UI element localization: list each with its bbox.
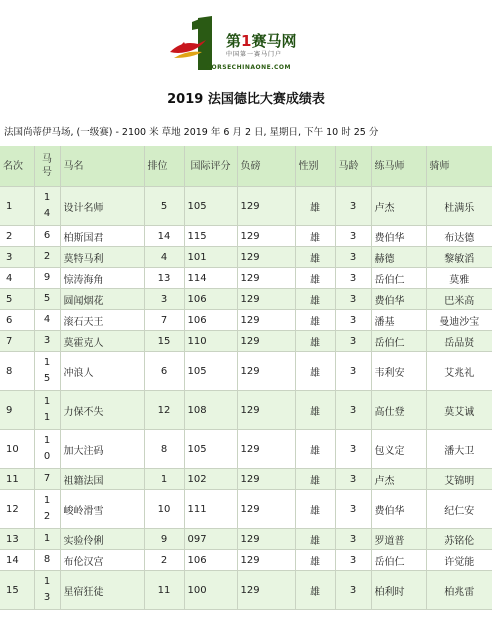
cell-rank: 11 [0, 469, 34, 490]
cell-trainer: 高仕登 [371, 391, 426, 430]
horse-no-text: 10 [43, 435, 51, 462]
race-info: 法国尚蒂伊马场, (一级赛) - 2100 米 草地 2019 年 6 月 2 日, 星期日, 下午 10 时 25 分 [4, 127, 379, 138]
cell-sex: 雄 [295, 529, 335, 550]
cell-rank: 5 [0, 289, 34, 310]
cell-horse-no [34, 391, 60, 430]
cell-horse-no: 5 [34, 289, 60, 310]
table-row [0, 490, 492, 529]
cell-horse-no: 4 [34, 310, 60, 331]
cell-trainer: 费伯华 [371, 490, 426, 529]
cell-rank: 10 [0, 430, 34, 469]
cell-rank: 12 [0, 490, 34, 529]
cell-draw: 1 [144, 469, 184, 490]
cell-draw: 12 [144, 391, 184, 430]
cell-jockey: 许觉能 [426, 550, 492, 571]
cell-horse-no [34, 430, 60, 469]
cell-horse-name: 祖籍法国 [60, 469, 144, 490]
cell-rating: 105 [184, 352, 237, 391]
table-row [0, 289, 492, 310]
cell-weight: 129 [237, 490, 295, 529]
cell-sex: 雄 [295, 469, 335, 490]
cell-rank: 9 [0, 391, 34, 430]
horse-no-text: 13 [43, 576, 51, 603]
cell-draw: 15 [144, 331, 184, 352]
cell-horse-no: 1 [34, 529, 60, 550]
cell-draw: 8 [144, 430, 184, 469]
cell-rating: 097 [184, 529, 237, 550]
cell-horse-name: 力保不失 [60, 391, 144, 430]
cell-weight: 129 [237, 430, 295, 469]
header-horse-no-text: 马号 [42, 154, 52, 178]
cell-draw: 5 [144, 187, 184, 226]
cell-trainer: 卢杰 [371, 469, 426, 490]
table-row [0, 187, 492, 226]
cell-rating: 115 [184, 226, 237, 247]
cell-rank: 4 [0, 268, 34, 289]
cell-age: 3 [335, 331, 371, 352]
cell-age: 3 [335, 391, 371, 430]
cell-horse-no: 8 [34, 550, 60, 571]
cell-jockey: 莫艾诚 [426, 391, 492, 430]
cell-trainer: 赫德 [371, 247, 426, 268]
table-row [0, 247, 492, 268]
brand-url: HORSECHINAONE.COM [206, 64, 291, 71]
cell-sex: 雄 [295, 550, 335, 571]
cell-sex: 雄 [295, 247, 335, 268]
cell-jockey: 潘大卫 [426, 430, 492, 469]
cell-rating: 106 [184, 289, 237, 310]
cell-age: 3 [335, 490, 371, 529]
table-row [0, 226, 492, 247]
cell-age: 3 [335, 247, 371, 268]
cell-rating: 106 [184, 310, 237, 331]
cell-weight: 129 [237, 268, 295, 289]
horse-no-text: 15 [43, 357, 51, 384]
cell-weight: 129 [237, 331, 295, 352]
cell-rating: 102 [184, 469, 237, 490]
cell-age: 3 [335, 430, 371, 469]
cell-age: 3 [335, 352, 371, 391]
cell-horse-no: 6 [34, 226, 60, 247]
cell-trainer: 岳伯仁 [371, 268, 426, 289]
cell-trainer: 费伯华 [371, 226, 426, 247]
cell-jockey: 杜满乐 [426, 187, 492, 226]
cell-trainer: 岳伯仁 [371, 331, 426, 352]
cell-jockey: 布达德 [426, 226, 492, 247]
cell-rank: 14 [0, 550, 34, 571]
cell-horse-name: 柏斯国君 [60, 226, 144, 247]
cell-jockey: 艾兆礼 [426, 352, 492, 391]
cell-weight: 129 [237, 187, 295, 226]
cell-draw: 6 [144, 352, 184, 391]
table-row [0, 310, 492, 331]
cell-weight: 129 [237, 529, 295, 550]
table-row [0, 331, 492, 352]
cell-sex: 雄 [295, 571, 335, 610]
header-draw: 排位 [144, 146, 184, 187]
cell-weight: 129 [237, 226, 295, 247]
cell-sex: 雄 [295, 391, 335, 430]
cell-horse-no: 9 [34, 268, 60, 289]
cell-rating: 108 [184, 391, 237, 430]
table-row [0, 571, 492, 610]
cell-draw: 3 [144, 289, 184, 310]
cell-jockey: 苏铭伦 [426, 529, 492, 550]
cell-trainer: 柏利时 [371, 571, 426, 610]
cell-rating: 105 [184, 430, 237, 469]
cell-jockey: 巴米高 [426, 289, 492, 310]
cell-horse-name: 峻岭滑雪 [60, 490, 144, 529]
header-sex: 性别 [295, 146, 335, 187]
horse-no-text: 12 [43, 495, 51, 522]
brand-name: 第1赛马网 [226, 32, 297, 50]
cell-trainer: 岳伯仁 [371, 550, 426, 571]
cell-rank: 6 [0, 310, 34, 331]
header-rating [184, 146, 237, 187]
cell-jockey: 曼迪沙宝 [426, 310, 492, 331]
cell-sex: 雄 [295, 331, 335, 352]
cell-horse-no [34, 187, 60, 226]
cell-sex: 雄 [295, 289, 335, 310]
cell-sex: 雄 [295, 490, 335, 529]
header-weight: 负磅 [237, 146, 295, 187]
table-row [0, 352, 492, 391]
cell-horse-name: 加大注码 [60, 430, 144, 469]
table-row [0, 469, 492, 490]
cell-age: 3 [335, 469, 371, 490]
cell-horse-no: 7 [34, 469, 60, 490]
cell-weight: 129 [237, 310, 295, 331]
cell-jockey: 纪仁安 [426, 490, 492, 529]
cell-sex: 雄 [295, 352, 335, 391]
page-title: 2019 法国德比大赛成绩表 [167, 92, 325, 107]
cell-rating: 105 [184, 187, 237, 226]
cell-sex: 雄 [295, 187, 335, 226]
cell-weight: 129 [237, 391, 295, 430]
cell-rank: 1 [0, 187, 34, 226]
table-row [0, 391, 492, 430]
cell-horse-name: 布伦汉宫 [60, 550, 144, 571]
cell-trainer: 费伯华 [371, 289, 426, 310]
cell-age: 3 [335, 289, 371, 310]
table-row [0, 268, 492, 289]
cell-rank: 3 [0, 247, 34, 268]
cell-age: 3 [335, 571, 371, 610]
cell-draw: 14 [144, 226, 184, 247]
cell-draw: 2 [144, 550, 184, 571]
cell-weight: 129 [237, 550, 295, 571]
cell-horse-name: 惊涛海角 [60, 268, 144, 289]
header-jockey: 骑师 [426, 146, 492, 187]
cell-jockey: 莫雅 [426, 268, 492, 289]
header-rating-text: 国际评分 [190, 160, 231, 172]
cell-horse-no [34, 352, 60, 391]
cell-horse-name: 莫特马利 [60, 247, 144, 268]
cell-sex: 雄 [295, 226, 335, 247]
cell-horse-name: 冲浪人 [60, 352, 144, 391]
cell-sex: 雄 [295, 310, 335, 331]
header-trainer: 练马师 [371, 146, 426, 187]
cell-horse-name: 实验伶俐 [60, 529, 144, 550]
table-row [0, 529, 492, 550]
cell-horse-name: 莫霍克人 [60, 331, 144, 352]
cell-rating: 101 [184, 247, 237, 268]
cell-sex: 雄 [295, 430, 335, 469]
cell-rank: 7 [0, 331, 34, 352]
cell-jockey: 岳品贤 [426, 331, 492, 352]
cell-weight: 129 [237, 469, 295, 490]
cell-horse-no [34, 490, 60, 529]
cell-draw: 13 [144, 268, 184, 289]
cell-age: 3 [335, 268, 371, 289]
cell-age: 3 [335, 550, 371, 571]
cell-rank: 2 [0, 226, 34, 247]
cell-rank: 8 [0, 352, 34, 391]
horse-no-text: 11 [43, 396, 51, 423]
table-row [0, 430, 492, 469]
cell-jockey: 黎敏滔 [426, 247, 492, 268]
cell-draw: 9 [144, 529, 184, 550]
cell-jockey: 艾锦明 [426, 469, 492, 490]
cell-horse-no: 3 [34, 331, 60, 352]
cell-weight: 129 [237, 289, 295, 310]
cell-horse-name: 星宿狂徒 [60, 571, 144, 610]
cell-rating: 114 [184, 268, 237, 289]
brand-logo [0, 0, 492, 82]
header-rank: 名次 [0, 146, 34, 187]
cell-age: 3 [335, 310, 371, 331]
cell-rating: 106 [184, 550, 237, 571]
cell-horse-name: 滚石天王 [60, 310, 144, 331]
cell-weight: 129 [237, 571, 295, 610]
cell-trainer: 卢杰 [371, 187, 426, 226]
cell-draw: 11 [144, 571, 184, 610]
cell-weight: 129 [237, 352, 295, 391]
results-table [0, 146, 492, 610]
header-horse-no [34, 146, 60, 187]
cell-trainer: 包义定 [371, 430, 426, 469]
cell-age: 3 [335, 226, 371, 247]
table-row [0, 550, 492, 571]
cell-horse-no [34, 571, 60, 610]
cell-trainer: 罗道普 [371, 529, 426, 550]
header-age: 马龄 [335, 146, 371, 187]
cell-jockey: 柏兆雷 [426, 571, 492, 610]
cell-draw: 4 [144, 247, 184, 268]
cell-trainer: 潘基 [371, 310, 426, 331]
cell-trainer: 韦利安 [371, 352, 426, 391]
cell-age: 3 [335, 529, 371, 550]
cell-weight: 129 [237, 247, 295, 268]
cell-draw: 10 [144, 490, 184, 529]
cell-sex: 雄 [295, 268, 335, 289]
cell-draw: 7 [144, 310, 184, 331]
cell-rating: 110 [184, 331, 237, 352]
cell-rating: 111 [184, 490, 237, 529]
cell-rank: 13 [0, 529, 34, 550]
cell-age: 3 [335, 187, 371, 226]
cell-horse-name: 圆闻烟花 [60, 289, 144, 310]
brand-slogan: 中国第一赛马门户 [226, 51, 283, 58]
cell-horse-no: 2 [34, 247, 60, 268]
table-header-row [0, 146, 492, 187]
header-horse-name: 马名 [60, 146, 144, 187]
cell-horse-name: 设计名师 [60, 187, 144, 226]
horse-no-text: 14 [43, 192, 51, 219]
cell-rank: 15 [0, 571, 34, 610]
cell-rating: 100 [184, 571, 237, 610]
